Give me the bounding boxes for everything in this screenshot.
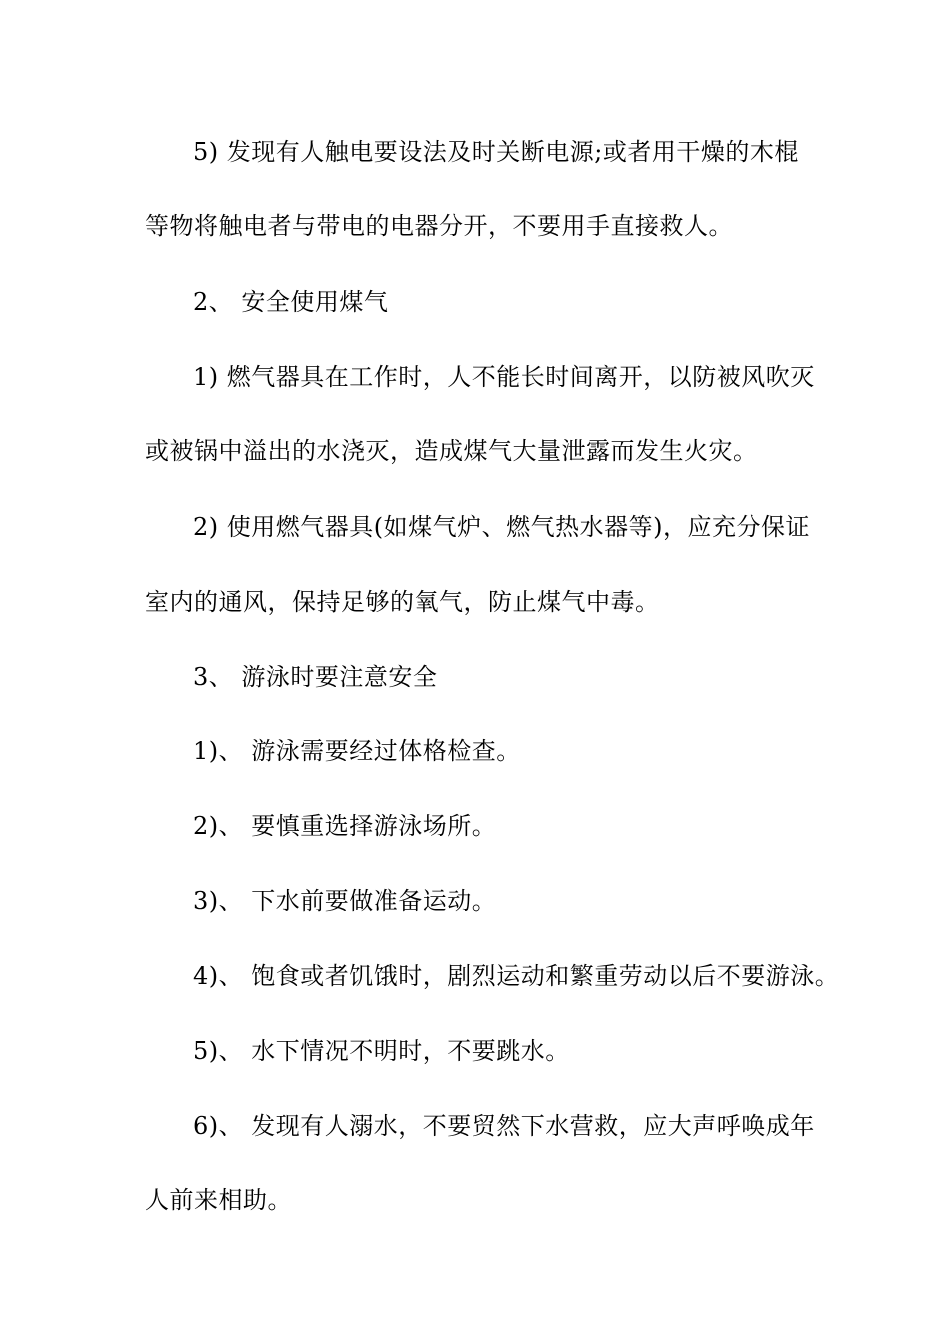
paragraph-line: 室内的通风，保持足够的氧气，防止煤气中毒。 [145,588,660,616]
paragraph-line: 或被锅中溢出的水浇灭，造成煤气大量泄露而发生火灾。 [145,437,758,465]
list-item: 5)、 水下情况不明时，不要跳水。 [193,1037,570,1065]
section-heading: 3、 游泳时要注意安全 [193,663,438,691]
paragraph-line: 人前来相助。 [145,1186,292,1214]
list-item: 3)、 下水前要做准备运动。 [193,887,497,915]
list-item: 4)、 饱食或者饥饿时，剧烈运动和繁重劳动以后不要游泳。 [193,962,840,990]
section-heading: 2、 安全使用煤气 [193,288,389,316]
paragraph-line: 等物将触电者与带电的电器分开，不要用手直接救人。 [145,212,733,240]
list-item: 2)、 要慎重选择游泳场所。 [193,812,497,840]
list-item: 6)、 发现有人溺水，不要贸然下水营救，应大声呼唤成年 [193,1112,815,1140]
paragraph-line: 2) 使用燃气器具(如煤气炉、燃气热水器等)，应充分保证 [193,513,810,541]
paragraph-line: 1) 燃气器具在工作时，人不能长时间离开，以防被风吹灭 [193,363,815,391]
paragraph-line: 5) 发现有人触电要设法及时关断电源;或者用干燥的木棍 [193,138,799,166]
list-item: 1)、 游泳需要经过体格检查。 [193,737,521,765]
